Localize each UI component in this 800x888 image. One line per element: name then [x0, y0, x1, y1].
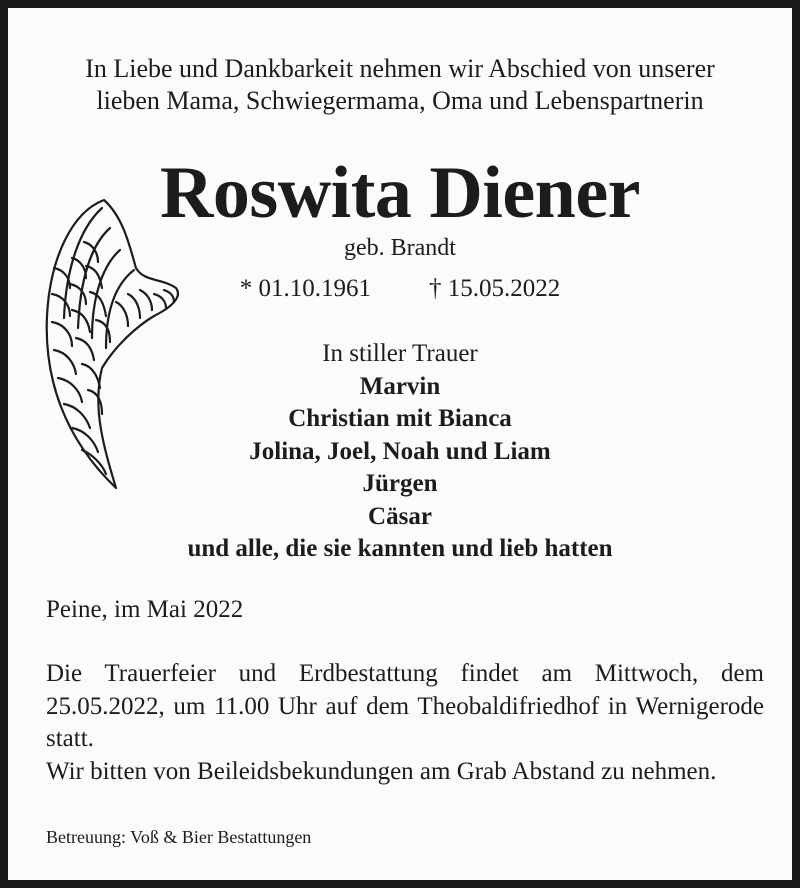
mourner-name: Jürgen: [362, 470, 438, 497]
birth-date: * 01.10.1961: [239, 275, 371, 302]
obituary-card: [8, 8, 792, 880]
condolence-note: Wir bitten von Beileidsbekundungen am Grab Abstand zu nehmen.: [46, 757, 717, 785]
mourner-name: Cäsar: [368, 502, 432, 530]
ceremony-paragraph: Die Trauerfeier und Erdbestattung findet am Mittwoch, dem 25.05.2022, um 11.00 Uhr auf dem Theobaldifriedhof in Wernigerode statt.: [46, 660, 764, 752]
life-dates: [8, 274, 792, 304]
mourning-heading: In stiller Trauer: [322, 340, 478, 367]
mourner-name: Marvin: [359, 372, 441, 400]
deceased-name: Roswita Diener: [159, 152, 641, 234]
ceremony-info: [46, 658, 764, 788]
mourner-name: Christian mit Bianca: [288, 405, 512, 432]
mourner-name: Jolina, Joel, Noah und Liam: [249, 437, 551, 465]
place-date: Peine, im Mai 2022: [46, 596, 244, 623]
death-date: † 15.05.2022: [429, 275, 561, 302]
mourners-block: [8, 338, 792, 566]
undertaker-credit: Betreuung: Voß & Bier Bestattungen: [46, 827, 312, 847]
intro-line-2: lieben Mama, Schwiegermama, Oma und Lebenspartnerin: [96, 86, 704, 115]
intro-line-1: In Liebe und Dankbarkeit nehmen wir Abschied von unserer: [85, 54, 715, 83]
birth-name: geb. Brandt: [344, 235, 456, 261]
intro-text: [8, 53, 792, 117]
mourning-closing: und alle, die sie kannten und lieb hatten: [187, 535, 613, 562]
